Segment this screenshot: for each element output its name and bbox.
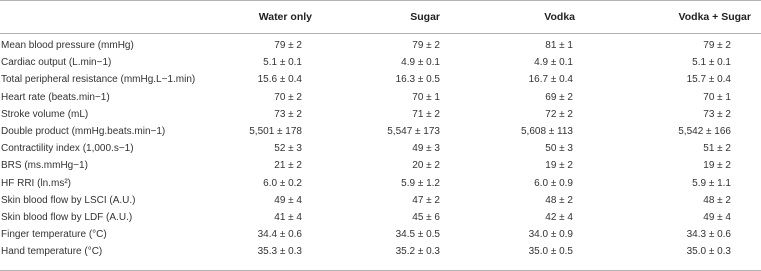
cell-vodka: 19 ± 2 [545, 160, 573, 172]
row-label: Finger temperature (°C) [1, 229, 107, 241]
table-row [0, 89, 761, 106]
row-label: Cardiac output (L.min−1) [1, 57, 112, 69]
cell-vodka-sugar: 35.0 ± 0.3 [686, 246, 731, 258]
row-label: Heart rate (beats.min−1) [1, 91, 110, 103]
row-label: Double product (mmHg.beats.min−1) [1, 126, 166, 138]
cell-sugar: 4.9 ± 0.1 [401, 57, 440, 69]
table-row [0, 175, 761, 192]
cell-vodka: 6.0 ± 0.9 [534, 177, 573, 189]
cell-water-only: 41 ± 4 [274, 211, 302, 223]
cell-vodka: 34.0 ± 0.9 [528, 229, 573, 241]
cell-vodka: 69 ± 2 [545, 91, 573, 103]
table-row [0, 243, 761, 260]
cell-water-only: 52 ± 3 [274, 143, 302, 155]
header-vodka: Vodka [544, 10, 575, 23]
table-row [0, 106, 761, 123]
cell-vodka-sugar: 48 ± 2 [703, 194, 731, 206]
header-vodka-sugar: Vodka + Sugar [678, 10, 751, 23]
table-header-row [0, 0, 761, 33]
row-label: Contractility index (1,000.s−1) [1, 143, 134, 155]
cell-vodka-sugar: 79 ± 2 [703, 40, 731, 52]
cell-vodka-sugar: 49 ± 4 [703, 211, 731, 223]
table-row [0, 71, 761, 88]
cell-vodka: 81 ± 1 [545, 40, 573, 52]
cell-water-only: 21 ± 2 [274, 160, 302, 172]
cell-vodka: 16.7 ± 0.4 [528, 74, 573, 86]
table-row [0, 226, 761, 243]
cell-vodka-sugar: 5.1 ± 0.1 [692, 57, 731, 69]
cell-sugar: 45 ± 6 [412, 211, 440, 223]
cell-vodka: 42 ± 4 [545, 211, 573, 223]
row-label: Total peripheral resistance (mmHg.L−1.min) [1, 74, 196, 86]
cell-water-only: 79 ± 2 [274, 40, 302, 52]
table-body [0, 33, 761, 260]
cell-vodka: 5,608 ± 113 [520, 126, 573, 138]
cell-vodka-sugar: 19 ± 2 [703, 160, 731, 172]
cell-vodka: 4.9 ± 0.1 [534, 57, 573, 69]
table-row [0, 157, 761, 174]
cell-vodka: 72 ± 2 [545, 108, 573, 120]
row-label: Skin blood flow by LDF (A.U.) [1, 211, 133, 223]
cell-sugar: 16.3 ± 0.5 [395, 74, 440, 86]
cell-water-only: 70 ± 2 [274, 91, 302, 103]
cell-vodka-sugar: 5.9 ± 1.1 [692, 177, 731, 189]
cell-sugar: 79 ± 2 [412, 40, 440, 52]
table-row [0, 192, 761, 209]
cell-water-only: 15.6 ± 0.4 [257, 74, 302, 86]
cell-water-only: 6.0 ± 0.2 [263, 177, 302, 189]
cell-vodka-sugar: 73 ± 2 [703, 108, 731, 120]
cell-water-only: 35.3 ± 0.3 [257, 246, 302, 258]
header-sugar: Sugar [410, 10, 440, 23]
header-water-only: Water only [258, 10, 312, 23]
cell-sugar: 47 ± 2 [412, 194, 440, 206]
table-row [0, 123, 761, 140]
cell-vodka: 48 ± 2 [545, 194, 573, 206]
cell-water-only: 73 ± 2 [274, 108, 302, 120]
row-label: Mean blood pressure (mmHg) [1, 40, 134, 52]
cell-vodka-sugar: 5,542 ± 166 [678, 126, 731, 138]
cell-sugar: 49 ± 3 [412, 143, 440, 155]
cell-sugar: 34.5 ± 0.5 [395, 229, 440, 241]
cell-water-only: 5,501 ± 178 [249, 126, 302, 138]
row-label: Stroke volume (mL) [1, 108, 89, 120]
cell-sugar: 71 ± 2 [412, 108, 440, 120]
cell-water-only: 49 ± 4 [274, 194, 302, 206]
cell-vodka: 35.0 ± 0.5 [528, 246, 573, 258]
row-label: Skin blood flow by LSCI (A.U.) [1, 194, 136, 206]
cell-sugar: 35.2 ± 0.3 [395, 246, 440, 258]
cell-vodka-sugar: 15.7 ± 0.4 [686, 74, 731, 86]
cell-sugar: 20 ± 2 [412, 160, 440, 172]
row-label: Hand temperature (°C) [1, 246, 103, 258]
cell-water-only: 5.1 ± 0.1 [263, 57, 302, 69]
cell-vodka-sugar: 34.3 ± 0.6 [686, 229, 731, 241]
header-label-column [0, 0, 228, 33]
table-row [0, 37, 761, 54]
row-label: BRS (ms.mmHg−1) [1, 160, 88, 172]
table-row [0, 140, 761, 157]
table-row [0, 54, 761, 71]
cell-sugar: 70 ± 1 [412, 91, 440, 103]
cell-vodka: 50 ± 3 [545, 143, 573, 155]
cell-water-only: 34.4 ± 0.6 [257, 229, 302, 241]
cell-vodka-sugar: 51 ± 2 [703, 143, 731, 155]
cell-vodka-sugar: 70 ± 1 [703, 91, 731, 103]
cell-sugar: 5,547 ± 173 [387, 126, 440, 138]
cell-sugar: 5.9 ± 1.2 [401, 177, 440, 189]
table-row [0, 209, 761, 226]
row-label: HF RRI (ln.ms²) [1, 177, 71, 189]
